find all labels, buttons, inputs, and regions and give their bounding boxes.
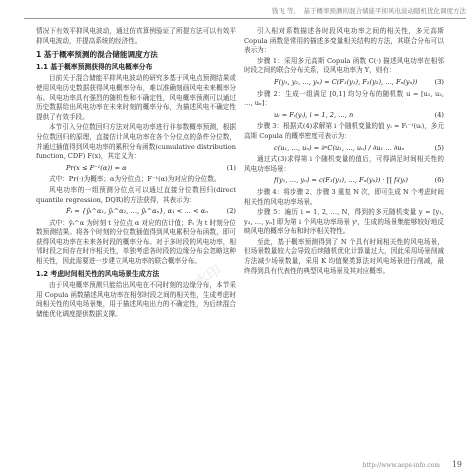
body-paragraph: 步骤 1：采用多元高斯 Copula 函数 C(·) 描述风电功率在相邻时段之间的联合分布关系，设风电功率为 Y，则有： bbox=[244, 56, 444, 75]
equation-body: c(u₁, …, uₙ) = ∂ⁿC(u₁, …, uₙ) / ∂u₁ … ∂uₙ bbox=[274, 143, 405, 152]
body-paragraph: 步骤 3：根据式(4)求解第 i 个随机变量的值 yᵢ = Fᵢ⁻¹(uᵢ)，多元高斯 Copula 的概率密度可表示为： bbox=[244, 122, 444, 140]
right-column bbox=[244, 27, 444, 277]
body-paragraph: 风电功率的一组预测分位点可以通过直接分位数回归(direct quantile regression, DQR)的方法获得，其表示为： bbox=[36, 185, 236, 204]
equation-6 bbox=[244, 176, 444, 186]
equation-number: (1) bbox=[226, 163, 236, 172]
equation-2 bbox=[36, 207, 236, 217]
section-heading-1: 1 基于概率预测的混合储能调度方法 bbox=[36, 50, 158, 60]
equation-body: F(y₁, y₂, …, yₙ) = C(F₁(y₁), F₂(y₂), …, Fₙ(yₙ)) bbox=[274, 77, 418, 86]
page-number: 19 bbox=[451, 460, 462, 469]
equation-4 bbox=[244, 111, 444, 121]
body-paragraph: 步骤 2：生成一组满足 [0,1] 均匀分布的随机数 u = [u₁, u₂, …, uₙ]： bbox=[244, 89, 444, 108]
watermark: 水印 bbox=[191, 262, 225, 291]
body-paragraph: 至此，基于概率预测得到了 N 个具有时间相关性的风电场景，但场景数量较大会导致后续随机优化计算量过大，因此采用场景削减方法减少场景数量，采用 K 均值聚类算法对风电场景进行削减，最终得到具有代表性的典型风电场景及其对应概率。 bbox=[244, 237, 444, 275]
body-paragraph: 引入相对系数描述各时段风电功率之间的相关性，多元高斯 Copula 函数是常用的描述多变量相关结构的方法，其联合分布可以表示为： bbox=[244, 27, 444, 55]
footer-site[interactable]: http://www.aeps-info.com bbox=[362, 462, 440, 469]
running-header bbox=[24, 6, 466, 19]
equation-5 bbox=[244, 144, 444, 154]
body-paragraph: 本节引入分位数回归方法对风电功率进行非参数概率预测，根据分位数回归的原理，直接估计风电功率在各个分位点的条件分位数，并通过插值得到风电功率的累积分布函数(cumulative distribution function, CDF) F(x)，其定义为： bbox=[36, 123, 236, 161]
subsection-heading-1-1: 1.1 基于概率预测获得的风电概率分布 bbox=[36, 62, 153, 71]
equation-number: (2) bbox=[226, 207, 236, 216]
subsection-heading-1-2: 1.2 考虑时间相关性的风电场景生成方法 bbox=[36, 269, 160, 278]
body-paragraph: 步骤 4：将步骤 2、步骤 3 重复 N 次，即可生成 N 个考虑时间相关性的风电功率场景。 bbox=[244, 187, 444, 206]
equation-number: (5) bbox=[434, 143, 444, 152]
body-paragraph: 步骤 5：遍历 i = 1, 2, …, N，得到的多元随机变量 y = [y₁, y₂, …, yₙ] 即为第 i 个风电功率场景 yⁱ，生成的场景集能够较好地反映风电的概率分布和时序相关特性。 bbox=[244, 208, 444, 236]
body-paragraph: 由于风电概率预测只能给出风电在不同时刻的边缘分布，本节采用 Copula 函数描述风电功率在相邻时段之间的相关性，生成考虑时间相关性的风电场景集，用于描述风电出力的不确定性，为后续混合储能优化调度提供数据支撑。 bbox=[36, 281, 236, 319]
header-title: 基于概率预测的混合储能平抑风电波动随机优化调度方法 bbox=[303, 7, 466, 15]
left-column bbox=[36, 27, 236, 321]
body-paragraph: 目前关于混合储能平抑风电波动的研究多基于风电点预测结果或使用风电历史数据获得风电概率分布，难以准确刻画风电未来概率分布。风电功率具有强烈的随机性和不确定性，风电概率预测可以通过历史数据给出风电功率在未来时刻的概率分布，为描述风电不确定性提供了有效手段。 bbox=[36, 74, 236, 121]
equation-body: f(y₁, …, yₙ) = c(F₁(y₁), …, Fₙ(yₙ)) · ∏ fᵢ(yᵢ) bbox=[274, 176, 408, 185]
equation-body: Pr(x ≤ F⁻¹(α)) = α bbox=[66, 163, 127, 172]
equation-body: uᵢ = Fᵢ(yᵢ), i = 1, 2, …, n bbox=[274, 110, 354, 119]
equation-body: F̂ₜ = {ŷₜ^α₁, ŷₜ^α₂, …, ŷₜ^αₙ}, α₁ < … < αₙ bbox=[66, 207, 208, 216]
body-paragraph: 式中：ŷₜ^α 为时刻 t 分位点 α 对应的估计值；F̂ₜ 为 t 时刻分位数预测结果。将各个时刻的分位数插值得到风电累积分布函数，即可获得风电功率在未来各时段的概率分布。对于多时段的风电功率，相邻时段之间存在时序相关性，单独考虑各时段的边缘分布会忽略这种相关性，因此需要进一步建立风电功率的联合概率分布。 bbox=[36, 218, 236, 266]
equation-number: (3) bbox=[434, 77, 444, 86]
equation-number: (6) bbox=[434, 176, 444, 185]
page-footer bbox=[36, 460, 462, 470]
equation-1 bbox=[36, 164, 236, 174]
body-paragraph: 式中：Pr(·)为概率；α为分位点；F⁻¹(α)为对应的分位数。 bbox=[49, 175, 221, 184]
intro-paragraph: 情况下有效平抑风电波动，通过仿真算例验证了所提方法可以有效平抑风电波动，并提高系统的经济性。 bbox=[36, 27, 236, 45]
body-paragraph: 通过式(3)求得第 i 个随机变量的值后，可得满足时间相关性的风电功率场景： bbox=[244, 155, 444, 173]
header-authors: 钱飞 等, bbox=[271, 7, 296, 15]
equation-3 bbox=[244, 78, 444, 88]
equation-number: (4) bbox=[434, 110, 444, 119]
